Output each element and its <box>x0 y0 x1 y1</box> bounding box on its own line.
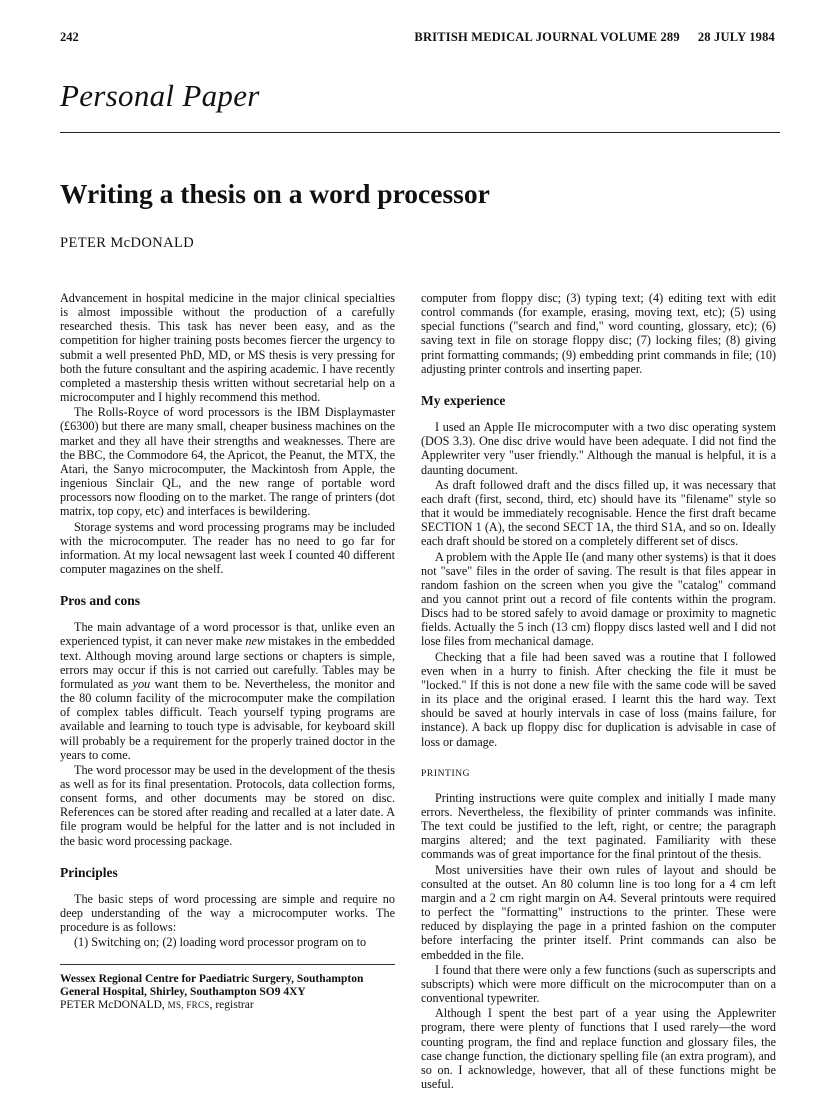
left-column <box>60 291 395 1012</box>
pros-text-c: want them to be. Nevertheless, the monitor and the 80 column facility of the microcomputer make the compilation of complex tables difficult. Teach yourself typing programs are available and learning to touch type is advisable, for keyboard skill will probably be a requirement for the properly trained doctor in the years to come. <box>60 676 395 762</box>
running-head <box>60 30 775 50</box>
pros-text-b: mistakes in the embedded text. Although moving around large sections or chapters is simple, errors may occur if this is not carried out carefully. Tables may be formulated as <box>60 634 395 691</box>
my-experience-heading: My experience <box>421 392 506 408</box>
pros-and-cons-heading: Pros and cons <box>60 593 141 609</box>
experience-paragraph-2: As draft followed draft and the discs filled up, it was necessary that each draft (first, second, third, etc) should have its "filename" style so that it would be immediately recognisable. Hence the first draft became SECTION 1 (A), the second SECT 1A, the third S1A, and so on. Ideally each draft should be stored on a completely different set of discs. <box>421 477 776 549</box>
experience-paragraph-4: Checking that a file had been saved was a routine that I followed even when in a hurry to finish. After checking the file it must be "locked." If this is not done a new file with the same code will be saved in its place and the original erased. I learnt this the hard way. Text should be saved at hourly intervals in case of loss (mains failure, for instance). A back up floppy disc for duplication is advisable in case of loss or damage. <box>421 649 776 749</box>
page-number: 242 <box>60 30 79 44</box>
intro-paragraph-1: Advancement in hospital medicine in the major clinical specialties is almost impossible without the production of a carefully researched thesis. This task has never been easy, and as the competition for higher training posts becomes fiercer the urgency to submit a well presented PhD, MD, or MS thesis is very pressing for both the future consultant and the aspiring academic. I have recently completed a mastership thesis written without secretarial help on a microcomputer and I highly recommend this method. <box>60 291 395 405</box>
intro-paragraph-3: Storage systems and word processing programs may be included with the microcomputer. The reader has no need to go far for information. At my local newsagent last week I counted 40 different computer magazines on the shelf. <box>60 519 395 576</box>
journal-volume: VOLUME 289 <box>599 30 680 44</box>
affiliation-degrees: MS, FRCS <box>167 999 210 1010</box>
article-author: PETER McDONALD <box>60 235 195 251</box>
affiliation-role: , registrar <box>209 998 254 1011</box>
principles-paragraph-1: The basic steps of word processing are simple and require no deep understanding of the way a microcomputer works. The procedure is as follows: <box>60 891 395 935</box>
steps-continued-paragraph: computer from floppy disc; (3) typing text; (4) editing text with edit control commands (for example, erasing, moving text, etc); (5) using special functions ("search and find," word counting, glossary, etc); (6) saving text in file on storage floppy disc; (7) locking files; (8) giving print formatting commands; (9) embedding print commands in file; (10) adjusting printer controls and inserting paper. <box>421 291 776 376</box>
author-affiliation <box>60 973 395 1012</box>
printing-paragraph-3: I found that there were only a few functions (such as superscripts and subscripts) which were more difficult on the microcomputer than on a conventional typewriter. <box>421 962 776 1006</box>
section-divider <box>60 132 780 133</box>
pros-paragraph-2: The word processor may be used in the development of the thesis as well as for its final presentation. Protocols, data collection forms, consent forms, and other documents may be stored on disc. References can be stored after reading and recalled at a later date. A file program would be helpful for the latter and is not included in the basic word processing package. <box>60 762 395 848</box>
pros-paragraph-1 <box>60 620 395 762</box>
printing-paragraph-2: Most universities have their own rules of layout and should be consulted at the outset. An 80 column line is too long for a 4 cm left margin and a 2 cm right margin on A4. Several printouts were required to perfect the "formatting" instructions to the printer. These were reduced by displaying the page in a printed fashion on the computer before interfacing the printer itself. Print commands can also be embedded in the file. <box>421 862 776 962</box>
affiliation-divider <box>60 964 395 965</box>
experience-paragraph-3: A problem with the Apple IIe (and many other systems) is that it does not "save" files in the order of saving. The result is that files appear in random fashion on the screen when you give the "catalog" command and you cannot print out a record of file contents within the program. Discs had to be stored safely to avoid damage or proximity to magnetic fields. Actually the 5 inch (13 cm) floppy discs lasted well and I did not lose files from mechanical damage. <box>421 549 776 649</box>
affiliation-author-line <box>60 999 395 1012</box>
issue-date: 28 JULY 1984 <box>697 30 775 44</box>
intro-paragraph-2: The Rolls-Royce of word processors is the IBM Displaymaster (£6300) but there are many small, cheaper business machines on the market and they all have their strengths and weaknesses. There are the BBC, the Commodore 64, the Apricot, the Peanut, the MTX, the Atari, the Sanyo microcomputer, the Mackintosh from Apple, the ingenious Sinclair QL, and the new range of portable word processors now flooding on to the market. The range of printers (dot matrix, top copy, etc) and interfaces is bewildering. <box>60 405 395 519</box>
principles-heading: Principles <box>60 864 118 880</box>
affiliation-institution: Wessex Regional Centre for Paediatric Surgery, Southampton General Hospital, Shirley, Southampton SO9 4XY <box>60 972 364 998</box>
printing-paragraph-1: Printing instructions were quite complex and initially I made many errors. Nevertheless, the flexibility of printer commands was infinite. The text could be justified to the left, right, or centre; the paragraph margins altered; and the text paginated. Familiarity with these commands was of great importance for the final printout of the thesis. <box>421 790 776 862</box>
principles-paragraph-2: (1) Switching on; (2) loading word processor program on to <box>74 935 367 950</box>
section-kicker: Personal Paper <box>60 78 260 113</box>
pros-emphasis-new: new <box>245 634 266 649</box>
journal-info <box>414 30 775 45</box>
printing-paragraph-4: Although I spent the best part of a year using the Applewriter program, there were plenty of functions that I used rarely—the word counting program, the find and replace function and glossary files, the case change function, the dictionary spelling file (an extra program), and so on. I acknowledge, however, that all of these functions might be useful. <box>421 1006 776 1091</box>
printing-subheading: PRINTING <box>421 768 471 779</box>
right-column <box>421 291 776 1091</box>
journal-name: BRITISH MEDICAL JOURNAL <box>414 30 597 44</box>
affiliation-author-name: PETER McDONALD, <box>60 998 168 1011</box>
pros-emphasis-you: you <box>132 676 151 691</box>
pros-text-a: The main advantage of a word processor is that, unlike even an experienced typist, it can never make <box>60 620 395 649</box>
experience-paragraph-1: I used an Apple IIe microcomputer with a two disc operating system (DOS 3.3). One disc drive would have been adequate. I did not find the Applewriter very "user friendly." Although the manual is helpful, it is a daunting document. <box>421 420 776 477</box>
article-title: Writing a thesis on a word processor <box>60 178 490 209</box>
